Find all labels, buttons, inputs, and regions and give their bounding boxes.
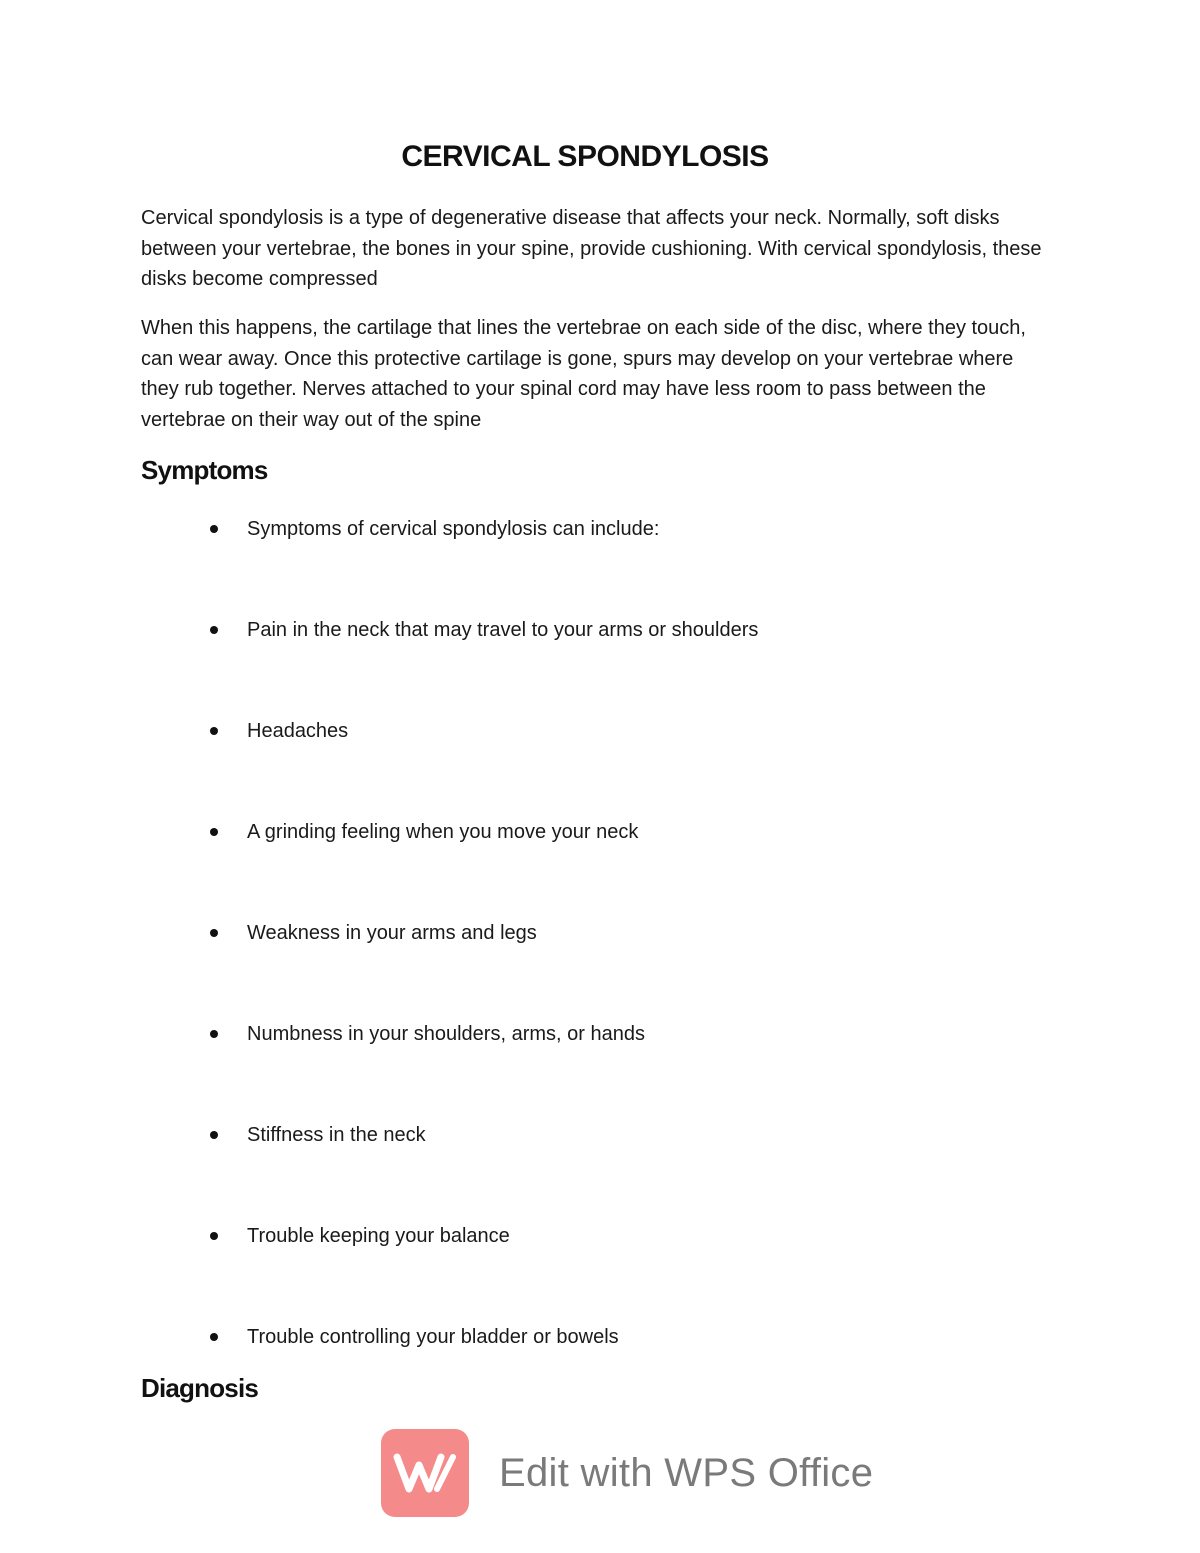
list-item-text: Headaches: [247, 719, 349, 742]
list-item-text: Pain in the neck that may travel to your arms or shoulders: [247, 618, 759, 641]
bullet-icon: [210, 727, 218, 735]
bullet-icon: [210, 1232, 218, 1240]
list-item: [210, 918, 537, 948]
list-item-text: Trouble controlling your bladder or bowels: [247, 1325, 619, 1348]
bullet-icon: [210, 1131, 218, 1139]
list-item: [210, 1120, 426, 1150]
list-item-text: Stiffness in the neck: [247, 1123, 426, 1146]
list-item-text: Trouble keeping your balance: [247, 1224, 510, 1247]
list-item: [210, 1019, 645, 1049]
bullet-icon: [210, 1333, 218, 1341]
bullet-icon: [210, 525, 218, 533]
list-item: [210, 817, 638, 847]
wps-logo-icon: [381, 1429, 469, 1517]
wps-edit-label[interactable]: Edit with WPS Office: [499, 1450, 874, 1495]
bullet-icon: [210, 828, 218, 836]
list-item: [210, 1322, 619, 1352]
bullet-icon: [210, 1030, 218, 1038]
list-item-text: Weakness in your arms and legs: [247, 921, 537, 944]
wps-edit-banner[interactable]: [381, 1428, 873, 1518]
symptoms-heading: Symptoms: [141, 455, 268, 485]
list-item: [210, 1221, 510, 1251]
list-item-text: Symptoms of cervical spondylosis can include:: [247, 517, 660, 540]
wps-w-glyph-icon: [393, 1451, 457, 1495]
list-item-text: Numbness in your shoulders, arms, or hands: [247, 1022, 645, 1045]
list-item: [210, 514, 659, 544]
intro-paragraph: Cervical spondylosis is a type of degenerative disease that affects your neck. Normally, soft disks between your vertebrae, the bones in your spine, provide cushioning. With cervical spondylosis, these disks become compressed: [141, 207, 1042, 290]
bullet-icon: [210, 626, 218, 634]
diagnosis-heading: Diagnosis: [141, 1373, 259, 1403]
list-item-text: A grinding feeling when you move your neck: [247, 820, 639, 843]
cartilage-paragraph: When this happens, the cartilage that lines the vertebrae on each side of the disc, where they touch, can wear away. Once this protective cartilage is gone, spurs may develop on your vertebrae where they rub together. Nerves attached to your spinal cord may have less room to pass between the vertebrae on their way out of the spine: [141, 317, 1026, 431]
document-title: CERVICAL SPONDYLOSIS: [401, 140, 769, 173]
bullet-icon: [210, 929, 218, 937]
list-item: [210, 716, 348, 746]
list-item: [210, 615, 758, 645]
